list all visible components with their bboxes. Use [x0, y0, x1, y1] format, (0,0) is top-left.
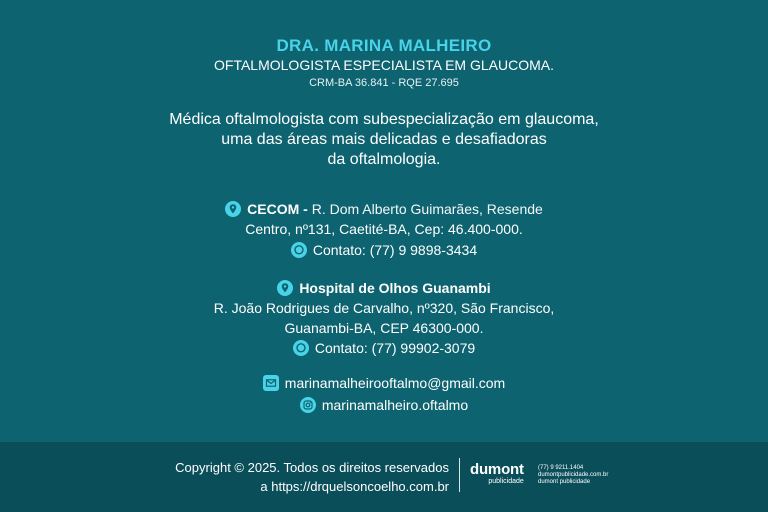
location-pin-icon — [225, 201, 241, 217]
agency-site: dumontpublicidade.com.br — [538, 472, 609, 478]
instagram-icon — [300, 397, 316, 413]
mail-icon — [263, 375, 279, 391]
logo-wordmark: dumont — [470, 461, 524, 478]
doctor-specialty: OFTALMOLOGISTA ESPECIALISTA EM GLAUCOMA. — [214, 57, 554, 73]
email-link[interactable] — [0, 375, 768, 391]
description-line: Médica oftalmologista com subespecialização em glaucoma, — [169, 111, 599, 128]
cecom-contact[interactable] — [0, 242, 768, 258]
footer-copyright-block — [175, 458, 449, 496]
dumont-logo[interactable] — [470, 462, 524, 486]
hospital-contact[interactable] — [0, 340, 768, 356]
whatsapp-icon — [291, 242, 307, 258]
email-text: marinamalheirooftalmo@gmail.com — [284, 375, 506, 391]
hospital-address-line: Guanambi-BA, CEP 46300-000. — [284, 320, 484, 336]
hospital-address-line: R. João Rodrigues de Carvalho, nº320, São Francisco, — [213, 300, 555, 316]
cecom-address-line: Centro, nº131, Caetité-BA, Cep: 46.400-000. — [245, 221, 523, 237]
description — [0, 110, 768, 170]
description-line: da oftalmologia. — [327, 151, 441, 168]
cecom-heading — [0, 201, 768, 217]
hospital-contact-text: Contato: (77) 99902-3079 — [314, 340, 476, 356]
hospital-heading — [0, 280, 768, 296]
cecom-address-line: R. Dom Alberto Guimarães, Resende — [311, 201, 543, 217]
copyright-text: Copyright © 2025. Todos os direitos reservados — [175, 460, 449, 475]
doctor-name: DRA. MARINA MALHEIRO — [276, 36, 492, 55]
cecom-contact-text: Contato: (77) 9 9898-3434 — [312, 242, 478, 258]
agency-contacts — [538, 465, 608, 486]
agency-social: dumont publicidade — [538, 479, 591, 485]
credit-link[interactable]: a https://drquelsoncoelho.com.br — [260, 479, 449, 494]
cecom-name: CECOM - — [247, 201, 308, 217]
instagram-link[interactable] — [0, 397, 768, 413]
logo-subtitle: publicidade — [488, 478, 524, 485]
whatsapp-icon — [293, 340, 309, 356]
hospital-name: Hospital de Olhos Guanambi — [299, 280, 491, 296]
description-line: uma das áreas mais delicadas e desafiadoras — [221, 131, 547, 148]
footer-divider — [459, 458, 460, 492]
agency-phone: (77) 9 9211.1404 — [538, 465, 584, 471]
instagram-text: marinamalheiro.oftalmo — [321, 397, 469, 413]
location-pin-icon — [277, 280, 293, 296]
doctor-registration: CRM-BA 36.841 - RQE 27.695 — [309, 77, 459, 89]
